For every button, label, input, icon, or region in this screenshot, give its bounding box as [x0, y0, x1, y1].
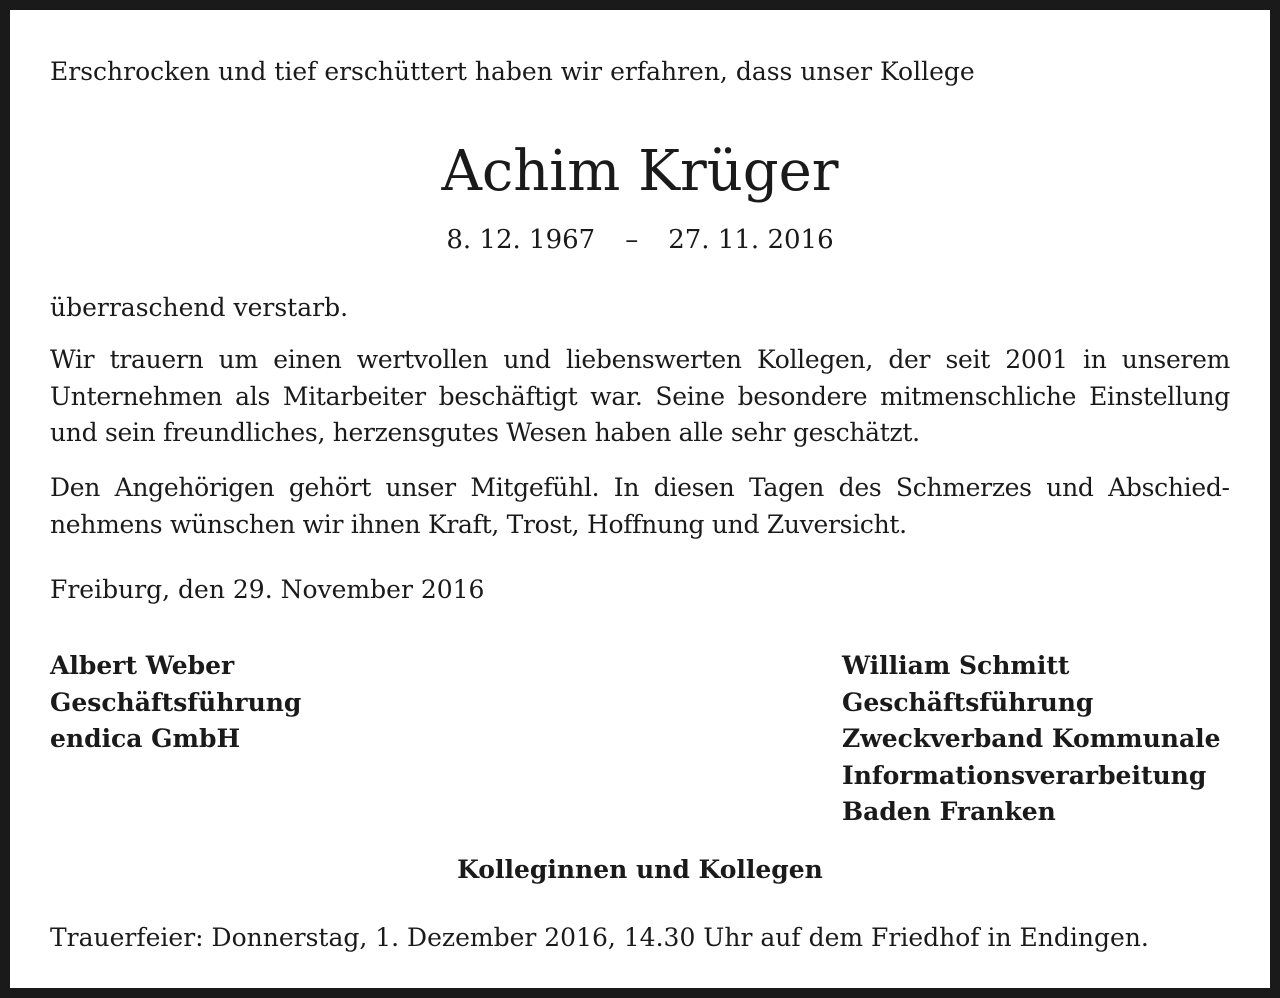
birth-date: 8. 12. 1967	[446, 225, 596, 255]
signer-organization: Zweckverband Kommunale	[842, 724, 1221, 753]
signer-organization: endica GmbH	[50, 724, 241, 753]
colleagues-signature: Kolleginnen und Kollegen	[457, 855, 823, 884]
condolence-paragraph: Den Angehörigen gehört unser Mitgefühl. In diesen Tagen des Schmerzes und Abschiednehmens wünschen wir ihnen Kraft, Trost, Hoffnung und Zuversicht.	[50, 473, 1230, 539]
signer-left	[50, 648, 301, 758]
date-dash: –	[625, 225, 639, 255]
funeral-info: Trauerfeier: Donnerstag, 1. Dezember 2016, 14.30 Uhr auf dem Friedhof in Endingen.	[50, 923, 1149, 952]
signer-right	[842, 648, 1221, 831]
life-dates	[10, 222, 1270, 258]
death-date: 27. 11. 2016	[668, 225, 834, 255]
signer-organization: Informationsverarbeitung	[842, 760, 1207, 790]
intro-text: Erschrocken und tief erschüttert haben wir erfahren, dass unser Kollege	[50, 57, 975, 86]
signer-role: Geschäftsführung	[842, 687, 1094, 717]
signer-name: Albert Weber	[50, 651, 235, 680]
signer-role: Geschäftsführung	[50, 687, 302, 717]
tribute-paragraph: Wir trauern um einen wertvollen und liebenswerten Kollegen, der seit 2001 in unserem Unternehmen als Mitarbeiter beschäftigt war. Seine besondere mitmenschliche Einstellung und sein freundliches, herzensgutes Wesen haben alle sehr geschätzt.	[50, 345, 1230, 447]
deceased-name: Achim Krüger	[441, 139, 839, 204]
place-and-date: Freiburg, den 29. November 2016	[50, 575, 485, 604]
died-line: überraschend verstarb.	[50, 293, 349, 322]
signer-name: William Schmitt	[842, 651, 1070, 680]
signer-organization: Baden Franken	[842, 797, 1056, 826]
